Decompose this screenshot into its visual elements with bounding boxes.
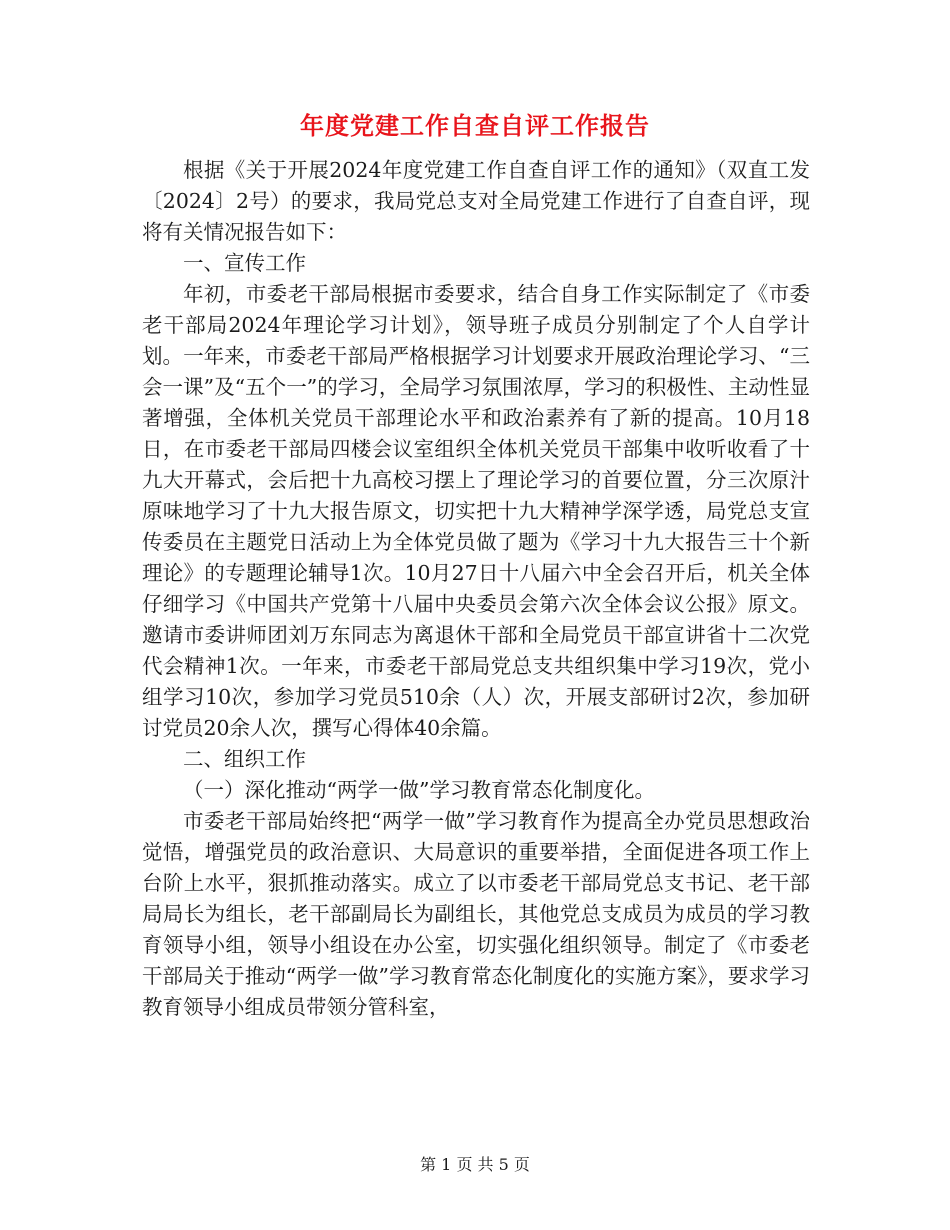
intro-paragraph: 根据《关于开展2024年度党建工作自查自评工作的通知》（双直工发〔2024〕2号）的要求，我局党总支对全局党建工作进行了自查自评，现将有关情况报告如下： [142,158,810,244]
document-title: 年度党建工作自查自评工作报告 [300,111,650,140]
section-heading-publicity: 一、宣传工作 [183,251,306,275]
organization-paragraph: 市委老干部局始终把“两学一做”学习教育作为提高全办党员思想政治觉悟，增强党员的政治意识、大局意识的重要举措，全面促进各项工作上台阶上水平，狠抓推动落实。成立了以市委老干部局党总支书记、老干部局局长为组长，老干部副局长为副组长，其他党总支成员为成员的学习教育领导小组，领导小组设在办公室，切实强化组织领导。制定了《市委老干部局关于推动“两学一做”学习教育常态化制度化的实施方案》，要求学习教育领导小组成员带领分管科室， [142,809,810,1019]
page-number-footer: 第 1 页 共 5 页 [420,1155,530,1174]
section-heading-organization: 二、组织工作 [183,747,306,771]
subsection-heading: （一）深化推动“两学一做”学习教育常态化制度化。 [183,778,655,802]
publicity-paragraph: 年初，市委老干部局根据市委要求，结合自身工作实际制定了《市委老干部局2024年理论学习计划》，领导班子成员分别制定了个人自学计划。一年来，市委老干部局严格根据学习计划要求开展政治理论学习、“三会一课”及“五个一”的学习，全局学习氛围浓厚，学习的积极性、主动性显著增强，全体机关党员干部理论水平和政治素养有了新的提高。10月18日，在市委老干部局四楼会议室组织全体机关党员干部集中收听收看了十九大开幕式，会后把十九高校习摆上了理论学习的首要位置，分三次原汁原味地学习了十九大报告原文，切实把十九大精神学深学透，局党总支宣传委员在主题党日活动上为全体党员做了题为《学习十九大报告三十个新理论》的专题理论辅导1次。10月27日十八届六中全会召开后，机关全体仔细学习《中国共产党第十八届中央委员会第六次全体会议公报》原文。邀请市委讲师团刘万东同志为离退休干部和全局党员干部宣讲省十二次党代会精神1次。一年来，市委老干部局党总支共组织集中学习19次，党小组学习10次，参加学习党员510余（人）次，开展支部研讨2次，参加研讨党员20余人次，撰写心得体40余篇。 [142,282,810,740]
document-body [142,155,810,1023]
